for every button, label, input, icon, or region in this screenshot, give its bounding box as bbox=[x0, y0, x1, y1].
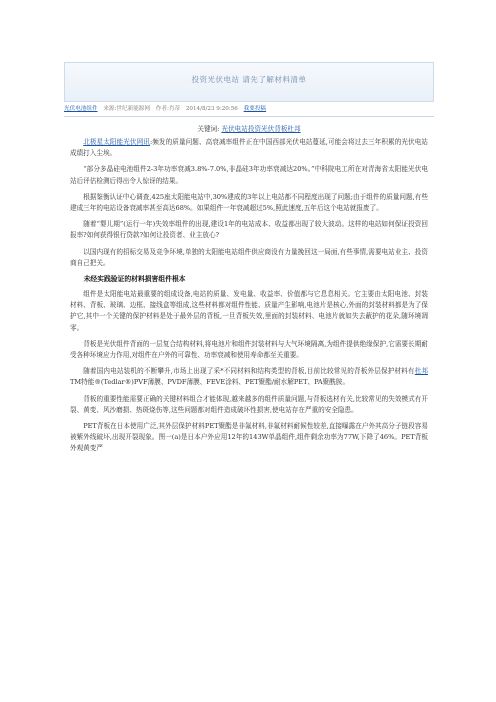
banner-text: 投资光伏电站 请先了解材料清单 bbox=[191, 75, 307, 84]
paragraph-4: 随着“婴儿期”(运行一年)失效率组件的出现,建设1年的电站成本、收益都出现了较大波动。这样的电站如何保证投资回报率?如何获得银行贷款?如何让投资者、业主放心? bbox=[70, 220, 428, 240]
paragraph-2: “部分多晶硅电池组件2-3年功率衰减3.8%-7.0%,非晶硅3年功率衰减达20%。”中科院电工所在对青海省太阳能光伏电站后评估检测后得出令人惊讶的结果。 bbox=[70, 165, 428, 185]
source-label: 来源:世纪新能源网 bbox=[103, 106, 150, 112]
submit-article-link[interactable]: 我要投稿 bbox=[243, 106, 267, 112]
keywords-label: 关键词: bbox=[197, 125, 220, 133]
paragraph-1-text: :频发的质量问题、高衰减率组件正在中国西部光伏电站蔓延,可能会将过去三年积累的光伏电站成绩打入尘埃。 bbox=[70, 138, 428, 158]
author-label: 作者:肖蒂 bbox=[155, 106, 181, 112]
paragraph-5: 以国内现有的招标交易及竞争环境,单独的太阳能电站组件供应商没有力量挽回这一局面,有些事情,需要电站业主、投资商自己把关。 bbox=[70, 247, 428, 267]
keywords-line bbox=[64, 123, 434, 133]
article-meta bbox=[64, 104, 434, 117]
category-link[interactable]: 光伏电池组件 bbox=[64, 106, 98, 112]
paragraph-8-text-b: TM特能®(Tedlar®)PVF薄膜、PVDF薄膜、FEVE涂料、PET聚酯/耐水解PET、PA聚酰胺。 bbox=[70, 378, 350, 387]
paragraph-9: 背板的重要性能需要正确的关键材料组合才能体现,越来越多的组件质量问题,与背板选材有关,比较常见的失效模式有开裂、黄变、风沙磨损、热斑烧伤等,这些问题都对组件造成破坏性损害,使电站存在严重的安全隐患。 bbox=[70, 394, 428, 414]
paragraph-8 bbox=[70, 366, 428, 388]
paragraph-7: 背板是光伏组件背面的一层复合结构材料,将电池片和组件封装材料与大气环境隔离,为组件提供绝缘保护,它需要长期耐受各种环境应力作用,对组件在户外的可靠性、功率衰减和使用寿命都至关重要。 bbox=[70, 339, 428, 360]
paragraph-3: 根据鉴衡认证中心调查,425座太阳能电站中,30%建成的3年以上电站都不同程度出现了问题;由于组件的质量问题,有些建成三年的电站设备衰减率甚至高达68%。如果组件一年衰减超过5%,照此速度,五年后这个电站就报废了。 bbox=[70, 192, 428, 213]
section-heading: 未经实践验证的材料损害组件根本 bbox=[83, 275, 186, 284]
article-page bbox=[64, 62, 434, 460]
publish-date: 2014/8/23 9:20:56 bbox=[185, 106, 238, 112]
dupont-link[interactable]: 杜邦 bbox=[414, 367, 428, 376]
keyword-links[interactable]: 光伏电站投资光伏背板杜邦 bbox=[221, 125, 301, 133]
ad-banner[interactable] bbox=[64, 62, 434, 102]
paragraph-8-text-a: 随着国内电站装机的不断攀升,市场上出现了采*不同材料和结构类型的背板,目前比较常见的背板外层保护材料有 bbox=[83, 367, 415, 376]
paragraph-10: PET背板在日本使用广泛,其外层保护材料PET聚酯是非氟材料,非氟材料耐候性较差,直接曝露在户外其高分子链段容易被紫外线破坏,出现开裂现象。图一(a)是日本户外应用12年的143W单晶组件,组件剩余功率为77W,下降了46%。PET背板外观黄变严 bbox=[70, 422, 428, 453]
paragraph-6: 组件是太阳能电站最重要的组成设备,电站的质量、发电量、收益率、价值都与它息息相关。它主要由太阳电池、封装材料、背板、玻璃、边框、接线盒等组成,这些材料都对组件性能、质量产生影响,电池片是核心,外面的封装材料都是为了保护它,其中一个关键的保护材料是处于最外层的背板,一旦背板失效,里面的封装材料、电池片就如失去蔽护的花朵,随环境凋零。 bbox=[70, 290, 428, 332]
site-news-link[interactable]: 北极星太阳能光伏网讯 bbox=[83, 138, 150, 146]
paragraph-1 bbox=[70, 137, 428, 159]
